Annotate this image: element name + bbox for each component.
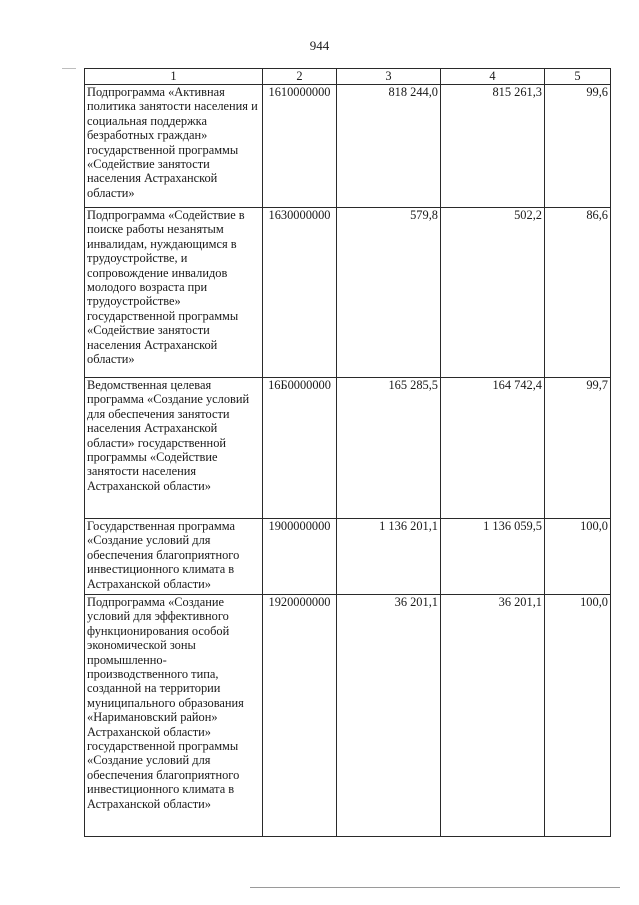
column-header-3: 3 <box>337 69 441 85</box>
planned-amount-cell: 1 136 201,1 <box>337 519 441 595</box>
column-header-5: 5 <box>545 69 611 85</box>
table-row <box>85 519 611 595</box>
footer-divider <box>250 887 620 888</box>
scan-edge-mark <box>62 68 76 69</box>
column-header-2: 2 <box>263 69 337 85</box>
actual-amount-cell: 36 201,1 <box>441 595 545 837</box>
program-code-cell: 1920000000 <box>263 595 337 837</box>
actual-amount-cell: 502,2 <box>441 208 545 378</box>
column-header-1: 1 <box>85 69 263 85</box>
program-name-cell: Подпрограмма «Содействие в поиске работы незанятым инвалидам, нуждающимся в трудоустройстве, и сопровождение инвалидов молодого возраста при трудоустройстве» государственной программы «Содействие занятости населения Астраханской области» <box>85 208 263 378</box>
percent-cell: 100,0 <box>545 519 611 595</box>
program-code-cell: 1630000000 <box>263 208 337 378</box>
actual-amount-cell: 815 261,3 <box>441 85 545 208</box>
program-code-cell: 1900000000 <box>263 519 337 595</box>
program-code-cell: 1610000000 <box>263 85 337 208</box>
planned-amount-cell: 36 201,1 <box>337 595 441 837</box>
program-name-cell: Подпрограмма «Активная политика занятости населения и социальная поддержка безработных граждан» государственной программы «Содействие занятости населения Астраханской области» <box>85 85 263 208</box>
percent-cell: 99,6 <box>545 85 611 208</box>
page-number: 944 <box>309 38 330 53</box>
percent-cell: 100,0 <box>545 595 611 837</box>
budget-execution-table <box>84 68 611 837</box>
column-header-4: 4 <box>441 69 545 85</box>
table-row <box>85 208 611 378</box>
percent-cell: 86,6 <box>545 208 611 378</box>
program-name-cell: Государственная программа «Создание условий для обеспечения благоприятного инвестиционного климата в Астраханской области» <box>85 519 263 595</box>
table-row <box>85 85 611 208</box>
table-row <box>85 595 611 837</box>
program-name-cell: Подпрограмма «Создание условий для эффективного функционирования особой экономической зоны промышленно-производственного типа, созданной на территории муниципального образования «Наримановский район» Астраханской области» государственной программы «Создание условий для обеспечения благоприятного инвестиционного климата в Астраханской области» <box>85 595 263 837</box>
actual-amount-cell: 164 742,4 <box>441 378 545 519</box>
planned-amount-cell: 165 285,5 <box>337 378 441 519</box>
program-code-cell: 16Б0000000 <box>263 378 337 519</box>
table-header-row <box>85 69 611 85</box>
planned-amount-cell: 579,8 <box>337 208 441 378</box>
table-row <box>85 378 611 519</box>
program-name-cell: Ведомственная целевая программа «Создание условий для обеспечения занятости населения Астраханской области» государственной программы «Содействие занятости населения Астраханской области» <box>85 378 263 519</box>
planned-amount-cell: 818 244,0 <box>337 85 441 208</box>
percent-cell: 99,7 <box>545 378 611 519</box>
actual-amount-cell: 1 136 059,5 <box>441 519 545 595</box>
